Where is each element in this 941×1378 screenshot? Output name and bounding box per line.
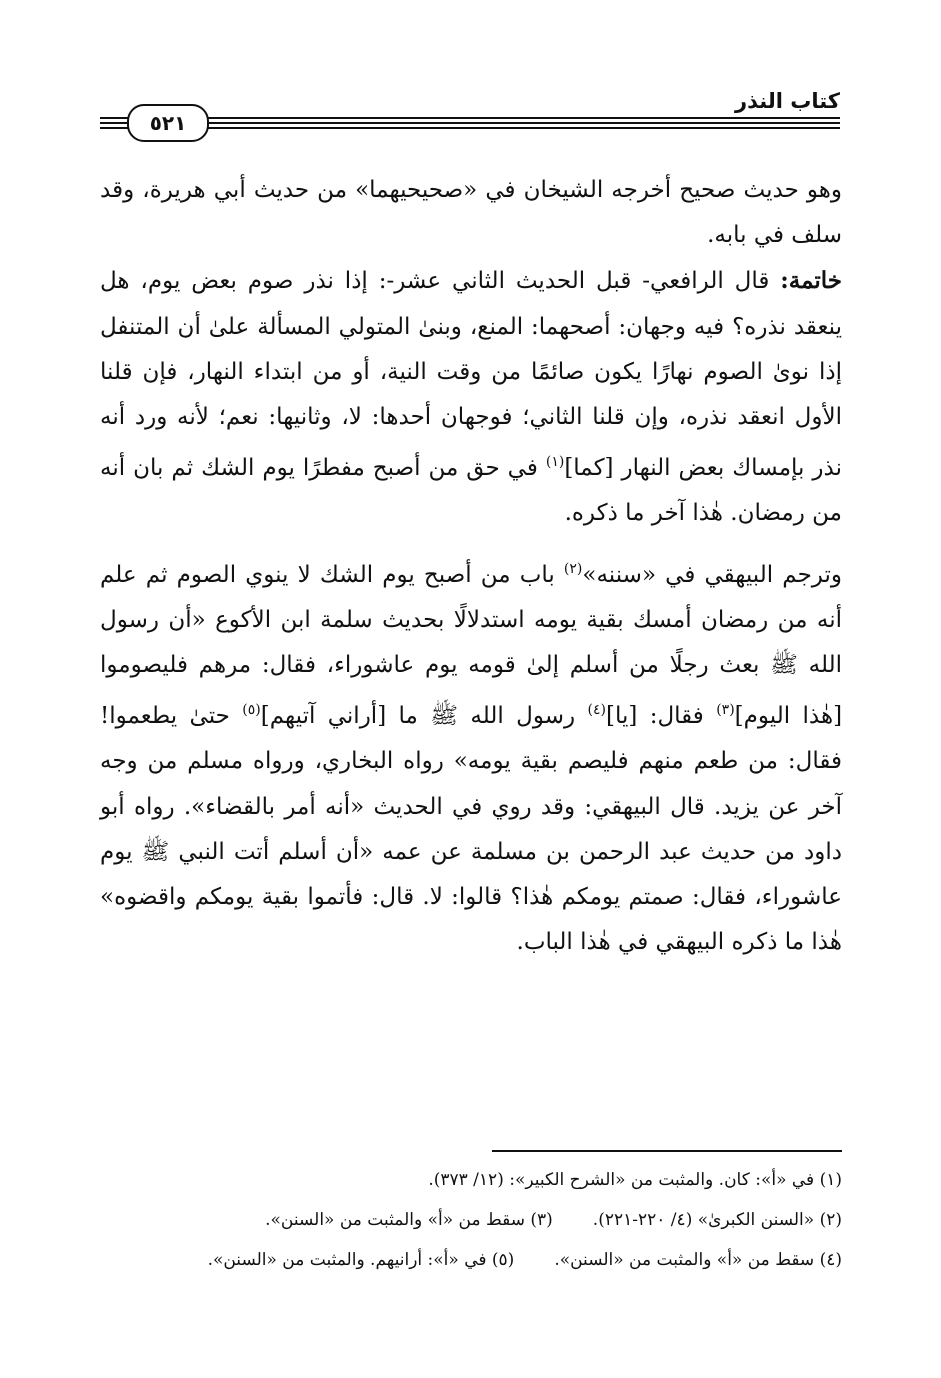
paragraph-3 — [100, 547, 842, 966]
running-header-title: كتاب النذر — [735, 89, 840, 113]
paragraph-3-text-a: وترجم البيهقي في «سننه» — [582, 561, 842, 588]
footnote-ref-5: (٥) — [242, 702, 261, 719]
footnote-ref-3: (٣) — [716, 702, 735, 719]
footnote-2: (٢) «السنن الكبرىٰ» (٤/ ٢٢٠-٢٢١). — [592, 1210, 842, 1230]
paragraph-2 — [100, 258, 842, 536]
footnote-ref-1: (١) — [545, 454, 565, 471]
paragraph-2-text: قال الرافعي- قبل الحديث الثاني عشر-: إذا نذر صوم بعض يوم، هل ينعقد نذره؟ فيه وجهان: أصحهما: المنع، وبنىٰ المتولي المسألة علىٰ أن المتنفل إذا نوىٰ الصوم نهارًا يكون صائمًا من وقت النية، أو من ابتداء النهار، فإن قلنا الأول انعقد نذره، وإن قلنا الثاني؛ فوجهان أحدها: لا، وثانيها: نعم؛ لأنه ورد أنه نذر بإمساك بعض النهار [كما] — [100, 268, 843, 482]
footnote-ref-4: (٤) — [587, 702, 606, 719]
paragraph-1-line-2: أبي هريرة، وقد سلف في بابه. — [100, 177, 842, 249]
header-rule — [100, 122, 840, 124]
paragraph-3-text-d: رسول الله ﷺ ما [أراني آتيهم] — [260, 703, 576, 730]
paragraph-1 — [100, 168, 842, 258]
header-rule — [100, 117, 840, 119]
conclusion-label: خاتمة: — [780, 267, 842, 295]
paragraph-3-text-b: باب من أصبح يوم الشك لا ينوي الصوم ثم علم أنه من رمضان أمسك بقية يومه استدلالًا بحديث سلمة ابن الأكوع «أن رسول الله ﷺ بعث رجلًا من أسلم إلىٰ قومه يوم عاشوراء، فقال: مرهم فليصوموا [هٰذا اليوم] — [100, 561, 843, 730]
paragraph-1-line-1: وهو حديث صحيح أخرجه الشيخان في «صحيحيهما» من حديث — [253, 177, 842, 203]
main-text — [100, 168, 842, 965]
header-rule — [100, 127, 840, 129]
footnote-line-2 — [100, 1200, 842, 1240]
footnote-line-3 — [100, 1240, 842, 1280]
paragraph-3-text-c: فقال: [يا] — [605, 703, 704, 730]
paragraph-3-text-e: حتىٰ يطعموا! فقال: من طعم منهم فليصم بقية يومه» رواه البخاري، ورواه مسلم من وجه آخر عن يزيد. قال البيهقي: وقد روي في الحديث «أنه أمر بالقضاء». رواه أبو داود من حديث عبد الرحمن بن مسلمة عن عمه «أن أسلم أتت النبي ﷺ يوم عاشوراء، فقال: صمتم يومكم هٰذا؟ قالوا: لا. قال: فأتموا بقية يومكم واقضوه» هٰذا ما ذكره البيهقي في هٰذا الباب. — [100, 703, 842, 956]
footnote-4: (٤) سقط من «أ» والمثبت من «السنن». — [554, 1250, 842, 1270]
footnote-1: (١) في «أ»: كان. والمثبت من «الشرح الكبير»: (١٢/ ٣٧٣). — [428, 1170, 842, 1190]
footnote-separator — [492, 1150, 842, 1152]
page-number: ٥٢١ — [127, 104, 209, 142]
paragraph-2-tail: في حق من أصبح مفطرًا يوم الشك ثم بان أنه من رمضان. هٰذا آخر ما ذكره. — [100, 455, 842, 527]
footnotes — [100, 1160, 842, 1280]
footnote-ref-2: (٢) — [563, 560, 583, 577]
footnote-3: (٣) سقط من «أ» والمثبت من «السنن». — [265, 1210, 553, 1230]
footnote-5: (٥) في «أ»: أرانيهم. والمثبت من «السنن». — [207, 1250, 515, 1270]
footnote-line-1 — [100, 1160, 842, 1200]
